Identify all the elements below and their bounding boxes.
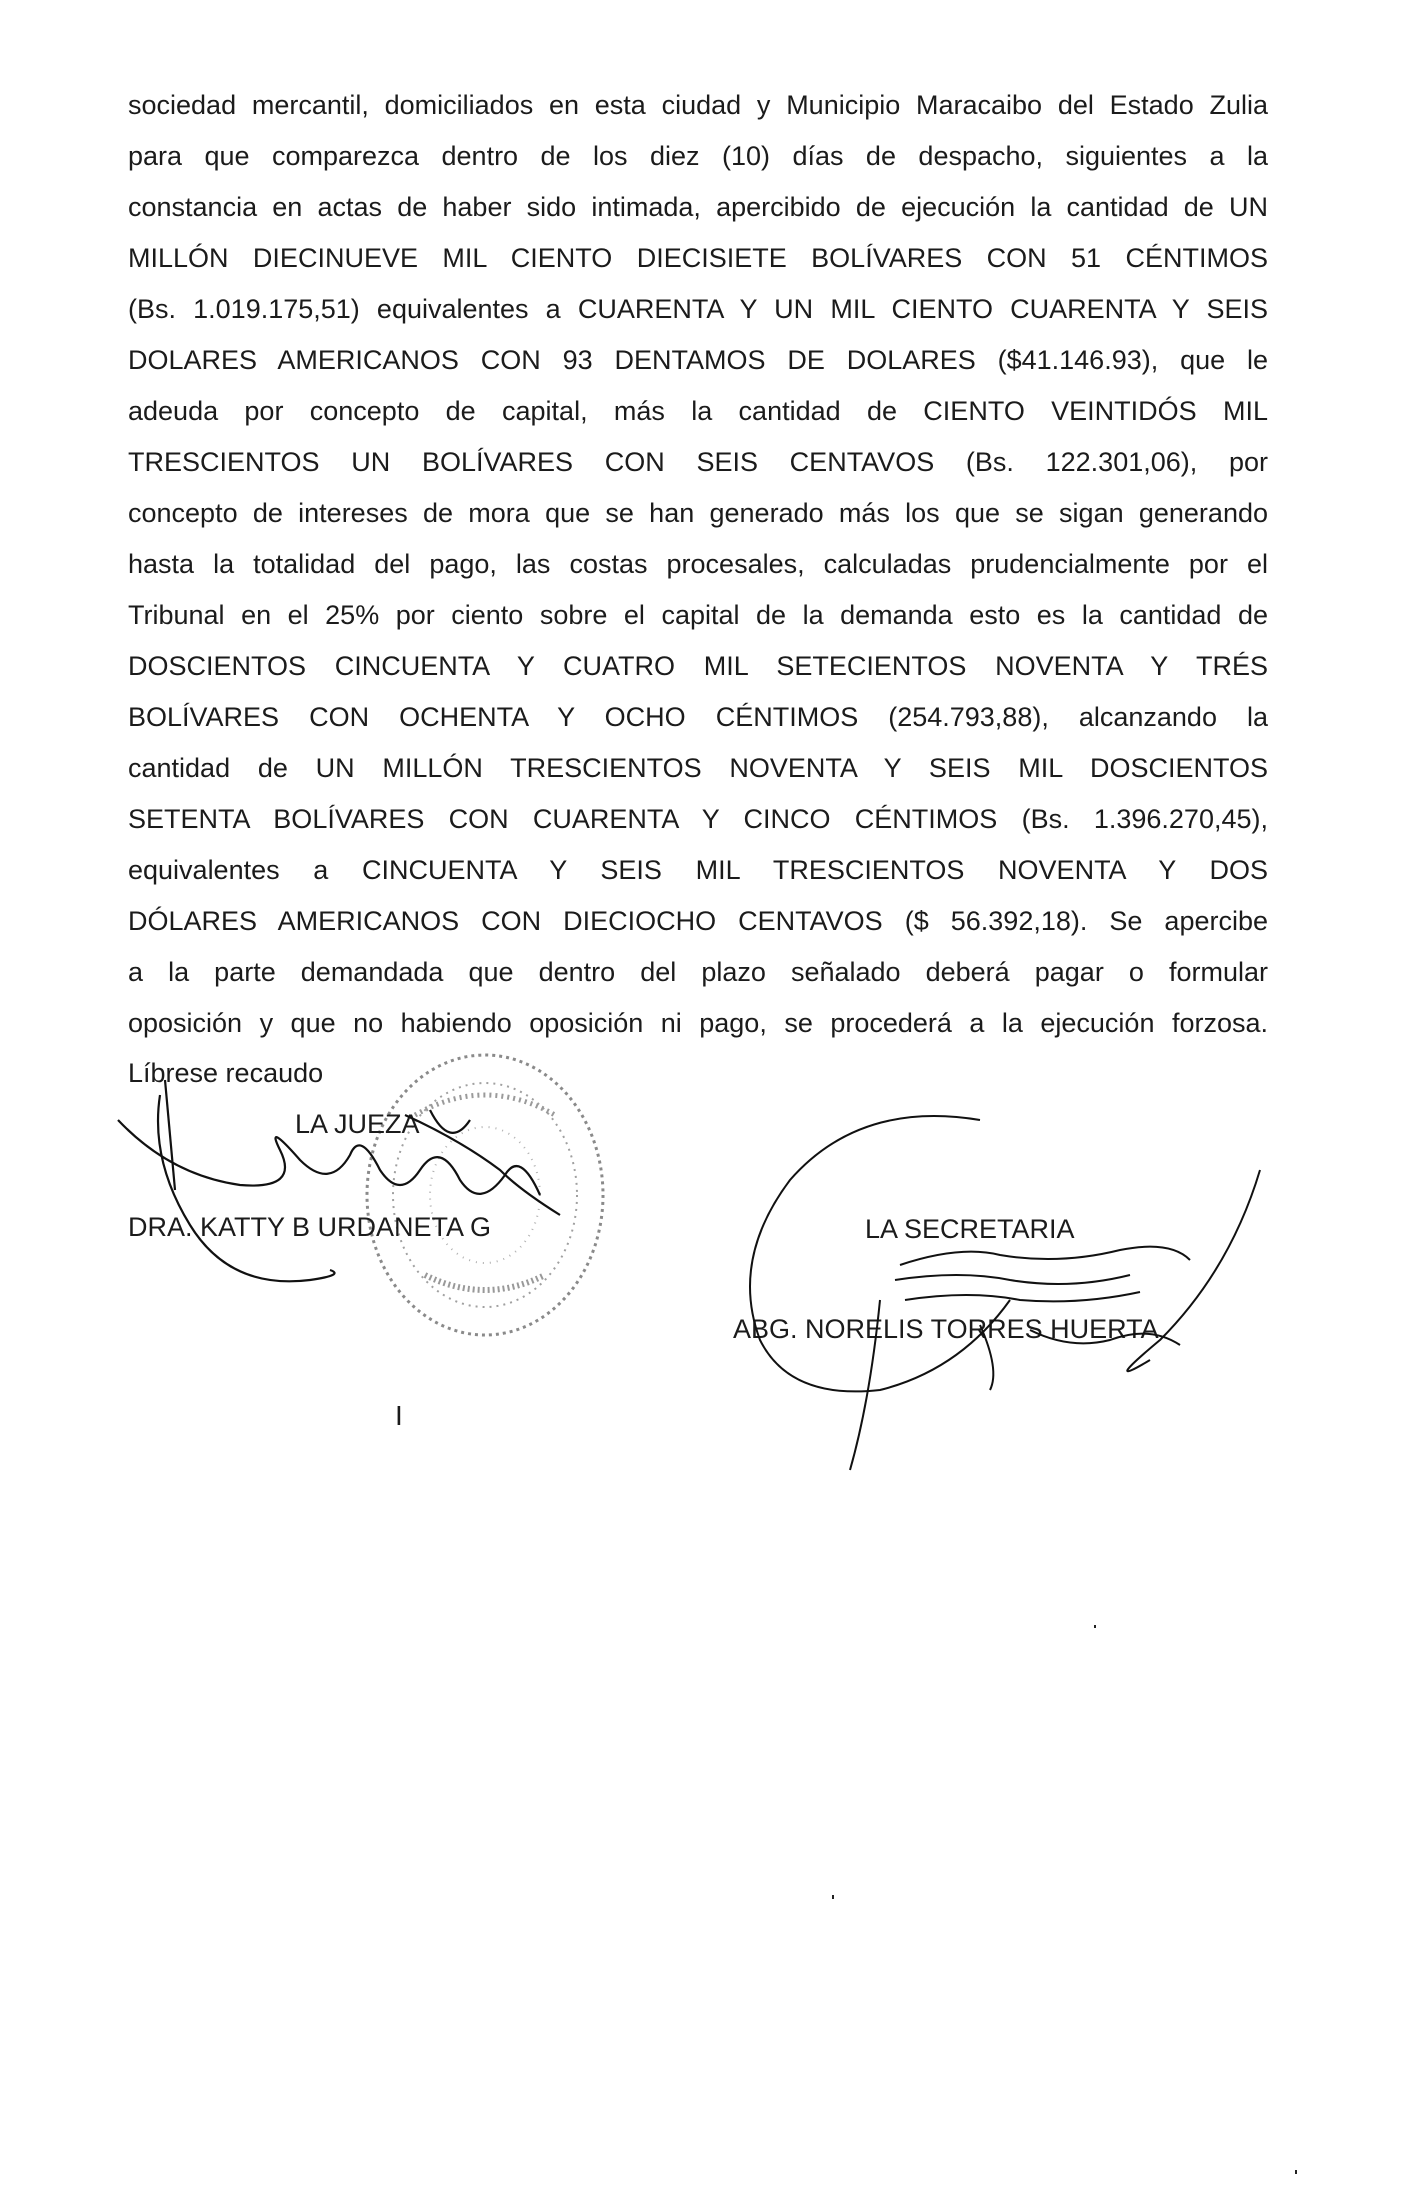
body-line-3: constancia en actas de haber sido intimada, apercibido de ejecución la cantidad de UN [128,192,1268,222]
body-line-11: Tribunal en el 25% por ciento sobre el capital de la demanda esto es la cantidad de [128,600,1268,630]
body-line-19: oposición y que no habiendo oposición ni pago, se procederá a la ejecución forzosa. [128,1008,1268,1038]
body-line-18: a la parte demandada que dentro del plazo señalado deberá pagar o formular [128,957,1268,987]
body-line-20: Líbrese recaudo [128,1058,324,1088]
body-line-15: SETENTA BOLÍVARES CON CUARENTA Y CINCO CÉNTIMOS (Bs. 1.396.270,45), [128,804,1268,834]
secretary-name: ABG. NORELIS TORRES HUERTA [733,1314,1159,1344]
body-line-6: DOLARES AMERICANOS CON 93 DENTAMOS DE DOLARES ($41.146.93), que le [128,345,1268,375]
body-line-12: DOSCIENTOS CINCUENTA Y CUATRO MIL SETECIENTOS NOVENTA Y TRÉS [128,651,1268,681]
secretary-signature [750,1116,1260,1470]
judge-name: DRA. KATTY B URDANETA G [128,1212,492,1242]
body-line-1: sociedad mercantil, domiciliados en esta ciudad y Municipio Maracaibo del Estado Zulia [128,90,1268,120]
body-line-13: BOLÍVARES CON OCHENTA Y OCHO CÉNTIMOS (254.793,88), alcanzando la [128,702,1268,732]
scan-dot [1295,2170,1297,2174]
body-line-2: para que comparezca dentro de los diez (10) días de despacho, siguientes a la [128,141,1268,171]
secretary-title: LA SECRETARIA [865,1214,1075,1244]
body-line-17: DÓLARES AMERICANOS CON DIECIOCHO CENTAVOS ($ 56.392,18). Se apercibe [128,906,1268,936]
body-line-9: concepto de intereses de mora que se han generado más los que se sigan generando [128,498,1268,528]
body-line-10: hasta la totalidad del pago, las costas procesales, calculadas prudencialmente por el [128,549,1268,579]
court-seal-stamp [355,1045,615,1345]
body-line-8: TRESCIENTOS UN BOLÍVARES CON SEIS CENTAVOS (Bs. 122.301,06), por [128,447,1268,477]
scan-dot [832,1895,834,1899]
body-line-14: cantidad de UN MILLÓN TRESCIENTOS NOVENTA Y SEIS MIL DOSCIENTOS [128,753,1268,783]
body-line-7: adeuda por concepto de capital, más la cantidad de CIENTO VEINTIDÓS MIL [128,396,1268,426]
body-line-5: (Bs. 1.019.175,51) equivalentes a CUARENTA Y UN MIL CIENTO CUARENTA Y SEIS [128,294,1268,324]
scan-dot [1094,1625,1096,1628]
body-line-4: MILLÓN DIECINUEVE MIL CIENTO DIECISIETE BOLÍVARES CON 51 CÉNTIMOS [128,243,1268,273]
judge-title: LA JUEZA [295,1109,420,1139]
stray-mark: I [395,1400,403,1431]
body-line-16: equivalentes a CINCUENTA Y SEIS MIL TRESCIENTOS NOVENTA Y DOS [128,855,1268,885]
